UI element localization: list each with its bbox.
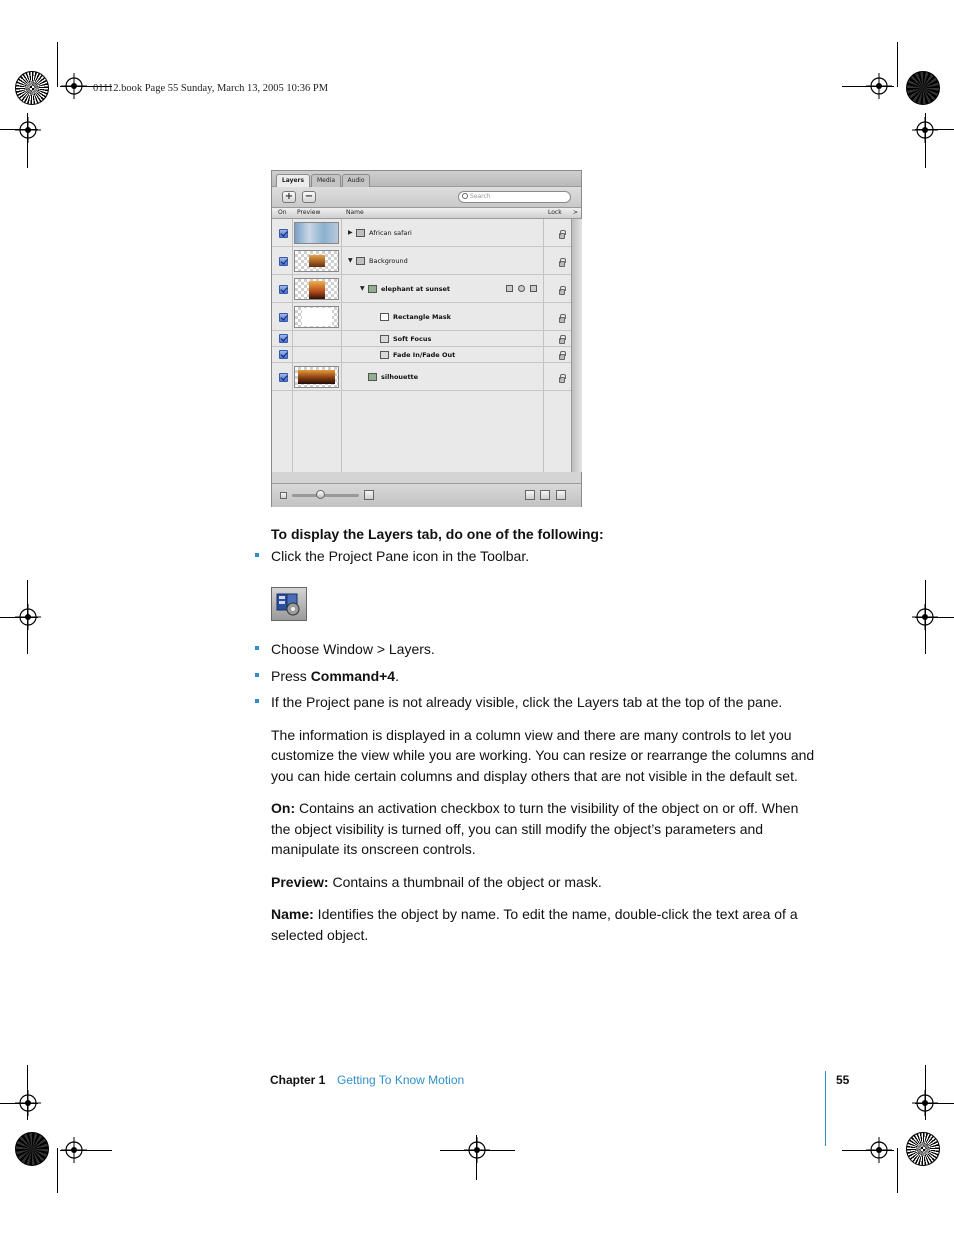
layer-row-elephant-at-sunset[interactable] — [272, 275, 571, 303]
image-layer-icon — [368, 373, 377, 381]
visibility-checkbox[interactable] — [279, 229, 288, 238]
registration-target-icon — [464, 1137, 490, 1163]
group-layer-icon — [356, 257, 365, 265]
visibility-checkbox[interactable] — [279, 334, 288, 343]
bullet-item: Click the Project Pane icon in the Toolbar. — [271, 548, 530, 564]
registration-star-icon — [906, 1132, 940, 1166]
visibility-checkbox[interactable] — [279, 285, 288, 294]
layer-name[interactable]: elephant at sunset — [381, 285, 450, 293]
bullet-icon — [255, 699, 259, 703]
bullet-text: Press — [271, 668, 311, 684]
term: Preview: — [271, 874, 329, 890]
page-number: 55 — [836, 1073, 850, 1087]
visibility-checkbox[interactable] — [279, 313, 288, 322]
column-more-button[interactable]: > — [573, 209, 579, 216]
layer-name[interactable]: African safari — [369, 229, 412, 237]
lock-icon[interactable] — [559, 354, 565, 360]
layer-row-african-safari[interactable] — [272, 219, 571, 247]
definition-on — [271, 798, 798, 819]
term: On: — [271, 800, 296, 816]
bullet-icon — [255, 673, 259, 677]
disclosure-triangle-icon[interactable]: ▼ — [348, 257, 353, 264]
layer-name[interactable]: Fade In/Fade Out — [393, 351, 456, 359]
keyboard-shortcut: Command+4 — [310, 668, 396, 684]
footer-divider — [825, 1071, 826, 1146]
registration-target-icon — [61, 73, 87, 99]
bullet-icon — [255, 646, 259, 650]
show-masks-button[interactable] — [525, 490, 535, 500]
lock-icon[interactable] — [559, 261, 565, 267]
layer-preview-thumbnail — [294, 278, 339, 300]
registration-target-icon — [866, 73, 892, 99]
behavior-icon — [380, 351, 389, 359]
paragraph-line: you can hide certain columns and display others that are not visible in the default set. — [271, 768, 798, 784]
search-icon — [462, 193, 468, 199]
definition-name — [271, 904, 798, 925]
thumbnail-size-slider[interactable] — [292, 494, 359, 497]
registration-star-icon — [15, 1132, 49, 1166]
registration-star-icon — [15, 71, 49, 105]
layer-name[interactable]: silhouette — [381, 373, 419, 381]
slider-knob[interactable] — [316, 490, 325, 499]
registration-star-icon — [906, 71, 940, 105]
column-preview[interactable]: Preview — [297, 209, 321, 216]
paragraph-line: customize the view while you are working. You can resize or rearrange the columns and — [271, 747, 815, 763]
layer-preview-thumbnail — [294, 366, 339, 388]
add-layer-button[interactable]: + — [282, 191, 296, 203]
small-thumbnail-icon[interactable] — [280, 492, 287, 499]
layer-row-rectangle-mask[interactable] — [272, 303, 571, 331]
bullet-item — [271, 666, 399, 687]
footer-chapter-title: Getting To Know Motion — [337, 1073, 465, 1087]
layer-name[interactable]: Rectangle Mask — [393, 313, 451, 321]
registration-target-icon — [866, 1137, 892, 1163]
group-layer-icon — [356, 229, 365, 237]
registration-target-icon — [15, 117, 41, 143]
paragraph-line: the object visibility is turned off, you can still modify the object’s parameters and — [271, 821, 764, 837]
bullet-item: Choose Window > Layers. — [271, 641, 435, 657]
filter-icon — [380, 335, 389, 343]
remove-layer-button[interactable]: − — [302, 191, 316, 203]
layers-panel — [271, 170, 582, 507]
visibility-checkbox[interactable] — [279, 350, 288, 359]
paragraph-line: The information is displayed in a column view and there are many controls to let you — [271, 727, 792, 743]
disclosure-triangle-icon[interactable]: ▶ — [348, 229, 353, 236]
search-placeholder: Search — [470, 193, 491, 200]
lock-icon[interactable] — [559, 377, 565, 383]
tab-layers[interactable]: Layers — [276, 174, 310, 187]
panel-footer — [272, 483, 581, 507]
layer-preview-thumbnail — [294, 250, 339, 272]
layer-name[interactable]: Soft Focus — [393, 335, 432, 343]
lock-icon[interactable] — [559, 317, 565, 323]
layer-preview-thumbnail — [294, 306, 339, 328]
registration-target-icon — [15, 604, 41, 630]
print-stamp: 01112.book Page 55 Sunday, March 13, 2005 10:36 PM — [93, 83, 329, 94]
mask-badge-icon[interactable] — [506, 285, 513, 292]
definition-text: Contains an activation checkbox to turn the visibility of the object on or off. When — [295, 800, 799, 816]
layer-row-fade-in-fade-out[interactable] — [272, 347, 571, 363]
registration-target-icon — [912, 117, 938, 143]
filter-badge-icon[interactable] — [518, 285, 525, 292]
image-layer-icon — [368, 285, 377, 293]
behavior-badge-icon[interactable] — [530, 285, 537, 292]
show-behaviors-button[interactable] — [556, 490, 566, 500]
definition-text: Contains a thumbnail of the object or mask. — [328, 874, 602, 890]
lock-icon[interactable] — [559, 338, 565, 344]
layer-name[interactable]: Background — [369, 257, 408, 265]
column-name[interactable]: Name — [346, 209, 364, 216]
column-header — [272, 208, 581, 219]
section-heading: To display the Layers tab, do one of the following: — [271, 526, 604, 542]
column-lock[interactable]: Lock — [548, 209, 562, 216]
tab-audio[interactable]: Audio — [342, 174, 370, 187]
bullet-item: If the Project pane is not already visible, click the Layers tab at the top of the pane. — [271, 694, 783, 710]
footer-chapter: Chapter 1 — [270, 1073, 326, 1087]
show-filters-button[interactable] — [540, 490, 550, 500]
panel-toolbar — [272, 187, 581, 208]
search-input[interactable] — [458, 191, 571, 203]
layer-preview-thumbnail — [294, 222, 339, 244]
tab-media[interactable]: Media — [311, 174, 341, 187]
registration-target-icon — [912, 1090, 938, 1116]
panel-tab-bar — [272, 171, 581, 187]
visibility-checkbox[interactable] — [279, 257, 288, 266]
registration-target-icon — [15, 1090, 41, 1116]
layer-row-soft-focus[interactable] — [272, 331, 571, 347]
bullet-text: . — [395, 668, 399, 684]
vertical-scrollbar[interactable] — [571, 219, 582, 472]
mask-icon — [380, 313, 389, 321]
paragraph-line: selected object. — [271, 927, 369, 943]
bullet-icon — [255, 553, 259, 557]
lock-icon[interactable] — [559, 233, 565, 239]
registration-target-icon — [61, 1137, 87, 1163]
layer-list — [272, 219, 571, 472]
definition-preview — [271, 872, 602, 893]
layer-row-background[interactable] — [272, 247, 571, 275]
disclosure-triangle-icon[interactable]: ▼ — [360, 285, 365, 292]
project-pane-toolbar-icon — [271, 587, 307, 621]
lock-icon[interactable] — [559, 289, 565, 295]
paragraph-line: manipulate its onscreen controls. — [271, 841, 476, 857]
large-thumbnail-icon[interactable] — [364, 490, 374, 500]
term: Name: — [271, 906, 314, 922]
column-on[interactable]: On — [278, 209, 287, 216]
visibility-checkbox[interactable] — [279, 373, 288, 382]
registration-target-icon — [912, 604, 938, 630]
layer-row-silhouette[interactable] — [272, 363, 571, 391]
definition-text: Identifies the object by name. To edit the name, double-click the text area of a — [313, 906, 798, 922]
